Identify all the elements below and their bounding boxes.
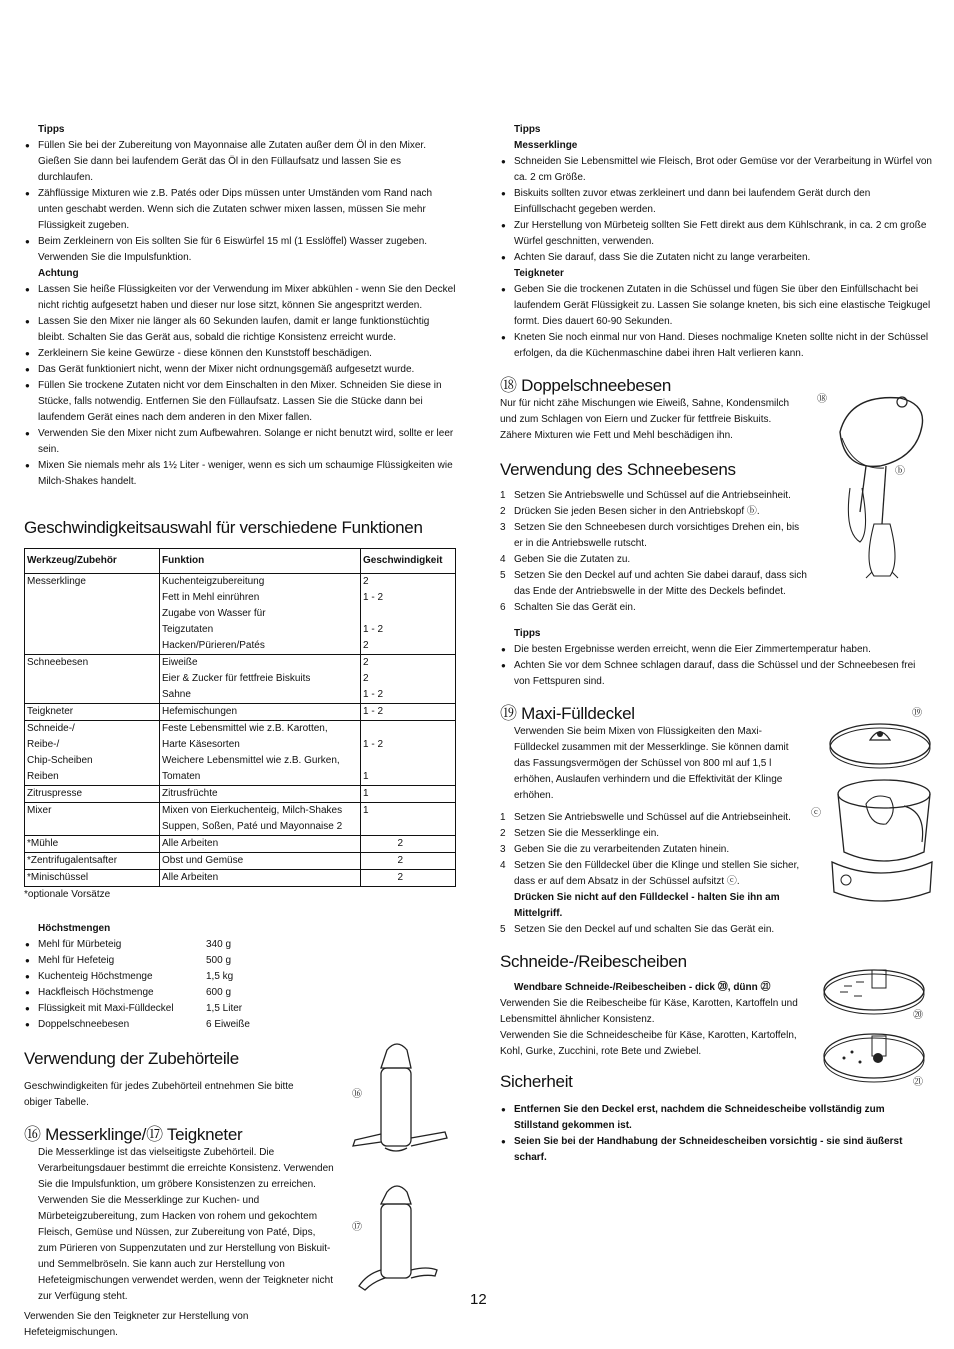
step-text: Setzen Sie die Messerklinge ein. (514, 828, 660, 839)
max-item-value: 1,5 kg (206, 971, 234, 982)
table-row (25, 786, 456, 803)
fig-17-label: ⑰ (352, 1222, 362, 1233)
maxi-step-5 (500, 922, 810, 938)
list-item: ● Zerkleinern Sie keine Gewürze - diese können den Kunststoff beschädigen. (24, 346, 456, 362)
fig-19-label: ⑲ (912, 708, 922, 719)
table-cell: Eiweiße Eier & Zucker für fettfreie Biskuits Sahne (160, 655, 361, 704)
step-text: Setzen Sie den Deckel auf und achten Sie dabei darauf, dass sich das Ende der Antriebswelle in der Mitte des Deckels befindet. (514, 570, 807, 597)
table-cell: Mixer (25, 803, 160, 836)
list-item: ● Lassen Sie den Mixer nie länger als 60 Sekunden laufen, damit er lange funktionstüchtig bleibt. Schalten Sie das Gerät aus, sobald die richtige Konsistenz erreicht wurde. (24, 314, 456, 346)
step-text: Setzen Sie den Schneebesen durch vorsichtiges Drehen ein, bis er in die Antriebswelle rutscht. (514, 522, 800, 549)
accessories-heading: Verwendung der Zubehörteile (24, 1049, 239, 1068)
max-item-label: ● Hackfleisch Höchstmenge (38, 987, 154, 998)
max-item-label: ● Flüssigkeit mit Maxi-Fülldeckel (38, 1003, 174, 1014)
table-cell: 1 - 2 (361, 704, 456, 721)
schnee-steps (500, 488, 810, 616)
step-number: 1 (500, 490, 506, 501)
speed-heading: Geschwindigkeitsauswahl für verschiedene Funktionen (24, 518, 423, 537)
list-item: ● Biskuits sollten zuvor etwas zerkleinert und dann bei laufendem Gerät durch den Einfüllschacht gegeben werden. (500, 186, 932, 218)
max-item-label: ● Kuchenteig Höchstmenge (38, 971, 153, 982)
table-cell: 1 (361, 803, 456, 836)
schnee-heading: Verwendung des Schneebesens (500, 460, 736, 479)
list-item: ● Zur Herstellung von Mürbeteig sollten Sie Fett direkt aus dem Kühlschrank, in ca. 2 cm große Würfel geschnitten, verwenden. (500, 218, 932, 250)
table-cell: Alle Arbeiten (160, 836, 361, 853)
slicing-discs-illustration (820, 960, 930, 1090)
fig-b-label: ⓑ (895, 466, 905, 477)
fig-16-label: ⑯ (352, 1089, 362, 1100)
max-item-value: 500 g (206, 955, 232, 966)
right-tips-heading: Tipps (514, 124, 541, 135)
table-row (25, 853, 456, 870)
table-cell: Kuchenteigzubereitung Fett in Mehl einrühren Zugabe von Wasser für Teigzutaten Hacken/Pürieren/Patés (160, 574, 361, 655)
step-number: 4 (500, 554, 506, 565)
table-header: Geschwindigkeit (361, 549, 456, 574)
fig-18-label: ⑱ (817, 394, 827, 405)
step-item (500, 504, 810, 520)
knife-text-1: Die Messerklinge ist das vielseitigste Zubehörteil. Die Verarbeitungsdauer bestimmt die erreichte Konsistenz. Verwenden Sie die Impulsfunktion, um gröbere Konsistenzen zu erreichen. Verwenden Sie die Messerklinge zur Kuchen- und Mürbeteigzubereitung, zum Hacken von rohem und gekochtem Fleisch, Gemüse und Nüssen, zur Zubereitung von Paté, Dips, zum Pürieren von Suppenzutaten und zur Herstellung von Biskuit- und Semmelbröseln. Sie kann auch zur Herstellung von Hefeteigmischungen verwendet werden, wenn der Teigkneter nicht zur Verfügung steht. (38, 1147, 334, 1302)
table-cell: Mixen von Eierkuchenteig, Milch-Shakes Suppen, Soßen, Paté und Mayonnaise 2 (160, 803, 361, 836)
fig-21-label: ㉑ (913, 1077, 923, 1088)
table-row (25, 803, 456, 836)
list-item: ● Schneiden Sie Lebensmittel wie Fleisch, Brot oder Gemüse vor der Verarbeitung in Würfel von ca. 2 cm Größe. (500, 154, 932, 186)
step-text: Setzen Sie den Fülldeckel über die Klinge und stellen Sie sicher, dass er auf dem Absatz in der Schüssel aufsitzt ⓒ. (514, 860, 800, 887)
step-number: 1 (500, 812, 506, 823)
table-cell: Schneide-/ Reibe-/ Chip-Scheiben Reiben (25, 721, 160, 786)
teig-heading: Teigkneter (514, 268, 564, 279)
max-item (24, 1001, 456, 1017)
achtung-heading: Achtung (38, 268, 79, 279)
table-cell: Alle Arbeiten (160, 870, 361, 887)
list-item: ● Verwenden Sie den Mixer nicht zum Aufbewahren. Solange er nicht benutzt wird, sollte er leer sein. (24, 426, 456, 458)
table-cell: 2 (361, 853, 456, 870)
table-row (25, 721, 456, 786)
max-item (24, 953, 456, 969)
max-item-value: 6 Eiweiße (206, 1019, 250, 1030)
table-cell: 2 (361, 870, 456, 887)
sicher-list (500, 1102, 910, 1166)
double-whisk-illustration (830, 392, 930, 584)
maxi-bold-note: Drücken Sie nicht auf den Fülldeckel - halten Sie ihn am Mittelgriff. (514, 892, 780, 919)
step-text: Schalten Sie das Gerät ein. (514, 602, 636, 613)
list-item: ● Seien Sie bei der Handhabung der Schneidescheiben vorsichtig - sie sind äußerst scharf. (500, 1134, 910, 1166)
max-item (24, 1017, 456, 1033)
max-item-label: ● Doppelschneebesen (38, 1019, 130, 1030)
table-header: Werkzeug/Zubehör (25, 549, 160, 574)
tips-heading: Tipps (38, 124, 65, 135)
knife-heading: ⑯ Messerklinge/⑰ Teigkneter (24, 1125, 243, 1144)
step-text: Setzen Sie Antriebswelle und Schüssel auf die Antriebseinheit. (514, 812, 791, 823)
step-item (500, 600, 810, 616)
table-cell: Teigkneter (25, 704, 160, 721)
table-row (25, 704, 456, 721)
table-note: *optionale Vorsätze (24, 889, 111, 900)
max-item (24, 937, 456, 953)
table-cell: 2 1 - 2 1 - 2 2 (361, 574, 456, 655)
maxi-steps (500, 810, 810, 890)
max-item-value: 340 g (206, 939, 232, 950)
table-cell: 1 (361, 786, 456, 803)
step-item (500, 842, 810, 858)
sicher-heading: Sicherheit (500, 1072, 573, 1091)
teig-list (500, 282, 932, 362)
list-item: ● Achten Sie vor dem Schnee schlagen darauf, dass die Schüssel und der Schneebesen frei von Fettspuren sind. (500, 658, 932, 690)
maxi-text: Verwenden Sie beim Mixen von Flüssigkeiten den Maxi-Fülldeckel zusammen mit der Messerklinge. Sie können damit das Fassungsvermögen der Schüssel von 800 ml auf 1,5 l erhöhen, Auslaufen verhindern und die Effektivität der Klinge erhöhen. (514, 726, 789, 801)
step-text: Setzen Sie Antriebswelle und Schüssel auf die Antriebseinheit. (514, 490, 791, 501)
step-number: 3 (500, 844, 506, 855)
table-cell: Zitrusfrüchte (160, 786, 361, 803)
list-item: ● Lassen Sie heiße Flüssigkeiten vor der Verwendung im Mixer abkühlen - wenn Sie den Deckel nicht richtig aufgesetzt haben und dieser nur lose sitzt, können Sie angespritzt werden. (24, 282, 456, 314)
table-cell: 2 (361, 836, 456, 853)
speed-table (24, 548, 456, 887)
knife-blade-illustration (345, 1040, 455, 1170)
max-item (24, 969, 456, 985)
max-item (24, 985, 456, 1001)
step-text: Geben Sie die Zutaten zu. (514, 554, 631, 565)
list-item: ● Zähflüssige Mixturen wie z.B. Patés oder Dips müssen unter Umständen vom Rand nach unten geschabt werden. Wenn sich die Zutaten schwer mixen lassen, müssen Sie mehr Flüssigkeit zugeben. (24, 186, 456, 234)
step-item (500, 488, 810, 504)
table-row (25, 870, 456, 887)
table-cell: *Minischüssel (25, 870, 160, 887)
step-text: Geben Sie die zu verarbeitenden Zutaten hinein. (514, 844, 730, 855)
table-cell: Messerklinge (25, 574, 160, 655)
step-number: 3 (500, 522, 506, 533)
list-item: ● Entfernen Sie den Deckel erst, nachdem die Schneidescheibe vollständig zum Stillstand gekommen ist. (500, 1102, 910, 1134)
list-item: ● Das Gerät funktioniert nicht, wenn der Mixer nicht ordnungsgemäß aufgesetzt wurde. (24, 362, 456, 378)
table-cell: *Zentrifugalentsafter (25, 853, 160, 870)
step-number: 4 (500, 860, 506, 871)
table-cell: Obst und Gemüse (160, 853, 361, 870)
step-item (500, 568, 810, 600)
step-item (500, 552, 810, 568)
step-number: 2 (500, 506, 506, 517)
step-number: 2 (500, 828, 506, 839)
list-item: ● Die besten Ergebnisse werden erreicht, wenn die Eier Zimmertemperatur haben. (500, 642, 932, 658)
step-item (500, 826, 810, 842)
max-item-label: ● Mehl für Mürbeteig (38, 939, 122, 950)
scheiben-heading: Schneide-/Reibescheiben (500, 952, 687, 971)
list-item: ● Beim Zerkleinern von Eis sollten Sie für 6 Eiswürfel 15 ml (1 Esslöffel) Wasser zugeben. Verwenden Sie die Impulsfunktion. (24, 234, 456, 266)
scheiben-subheading: Wendbare Schneide-/Reibescheiben - dick ⑳, dünn ㉑ (514, 982, 771, 993)
messer-list (500, 154, 932, 266)
table-cell: 1 - 2 1 (361, 721, 456, 786)
schnee-tips-heading: Tipps (514, 628, 541, 639)
fig-20-label: ⑳ (913, 1010, 923, 1021)
table-cell: Zitruspresse (25, 786, 160, 803)
knife-text-2: Verwenden Sie den Teigkneter zur Herstellung von Hefeteigmischungen. (24, 1311, 249, 1338)
messer-heading: Messerklinge (514, 140, 578, 151)
doppel-text: Nur für nicht zähe Mischungen wie Eiweiß, Sahne, Kondensmilch und zum Schlagen von Eiern und Zucker für fettfreie Biskuits. Zähere Mixturen wie Fett und Mehl beschädigen ihn. (500, 398, 790, 441)
maxi-lid-illustration (818, 712, 936, 920)
list-item: ● Geben Sie die trockenen Zutaten in die Schüssel und fügen Sie über den Einfüllschacht bei laufendem Gerät Flüssigkeit zu. Lassen Sie solange kneten, bis sich eine elastische Teigkugel formt. Dies dauert 60-90 Sekunden. (500, 282, 932, 330)
table-cell: Feste Lebensmittel wie z.B. Karotten, Harte Käsesorten Weichere Lebensmittel wie z.B. Gurken, Tomaten (160, 721, 361, 786)
max-item-value: 600 g (206, 987, 232, 998)
list-item: ● Füllen Sie trockene Zutaten nicht vor dem Einschalten in den Mixer. Schneiden Sie diese in Stücke, falls notwendig. Entfernen Sie den Füllaufsatz. Lassen Sie die Stücke dann bei laufendem Gerät eines nach dem anderen in den Mixer fallen. (24, 378, 456, 426)
doppel-heading: ⑱ Doppelschneebesen (500, 376, 672, 395)
step-number: 6 (500, 602, 506, 613)
step-number: 5 (500, 570, 506, 581)
fig-c-label: ⓒ (811, 808, 821, 819)
step-item (500, 810, 810, 826)
table-cell: *Mühle (25, 836, 160, 853)
max-heading: Höchstmengen (38, 923, 111, 934)
step-number: 5 (500, 924, 506, 935)
maxi-heading: ⑲ Maxi-Fülldeckel (500, 704, 635, 723)
table-cell: Hefemischungen (160, 704, 361, 721)
achtung-list (24, 282, 456, 490)
table-row (25, 655, 456, 704)
page-number: 12 (470, 1291, 487, 1308)
table-cell: 2 2 1 - 2 (361, 655, 456, 704)
table-header: Funktion (160, 549, 361, 574)
table-row (25, 574, 456, 655)
max-item-label: ● Mehl für Hefeteig (38, 955, 115, 966)
table-row (25, 836, 456, 853)
step-text: Setzen Sie den Deckel auf und schalten Sie das Gerät ein. (514, 924, 775, 935)
list-item: ● Füllen Sie bei der Zubereitung von Mayonnaise alle Zutaten außer dem Öl in den Mixer. Gießen Sie dann bei laufendem Gerät das Öl in den Füllaufsatz und lassen Sie es durchlaufen. (24, 138, 456, 186)
step-item (500, 520, 810, 552)
list-item: ● Mixen Sie niemals mehr als 1½ Liter - weniger, wenn es sich um schaumige Flüssigkeiten wie Milch-Shakes handelt. (24, 458, 456, 490)
step-item (500, 858, 810, 890)
step-text: Drücken Sie jeden Besen sicher in den Antriebskopf ⓑ. (514, 506, 760, 517)
list-item: ● Achten Sie darauf, dass Sie die Zutaten nicht zu lange verarbeiten. (500, 250, 932, 266)
list-item: ● Kneten Sie noch einmal nur von Hand. Dieses nochmalige Kneten sollte nicht in der Schüssel erfolgen, da die Küchenmaschine dabei ihren Halt verlieren kann. (500, 330, 932, 362)
accessories-text: Geschwindigkeiten für jedes Zubehörteil entnehmen Sie bitte obiger Tabelle. (24, 1081, 294, 1108)
tips-list (24, 138, 456, 266)
max-item-value: 1,5 Liter (206, 1003, 243, 1014)
max-list (24, 937, 456, 1033)
table-cell: Schneebesen (25, 655, 160, 704)
schnee-tips-list (500, 642, 932, 690)
scheiben-text-2: Verwenden Sie die Schneidescheibe für Käse, Karotten, Kartoffeln, Kohl, Gurke, Zucchini, rote Bete und Zwiebel. (500, 1030, 797, 1057)
scheiben-text-1: Verwenden Sie die Reibescheibe für Käse, Karotten, Kartoffeln und Lebensmittel ähnlicher Konsistenz. (500, 998, 798, 1025)
dough-hook-illustration (345, 1178, 455, 1298)
